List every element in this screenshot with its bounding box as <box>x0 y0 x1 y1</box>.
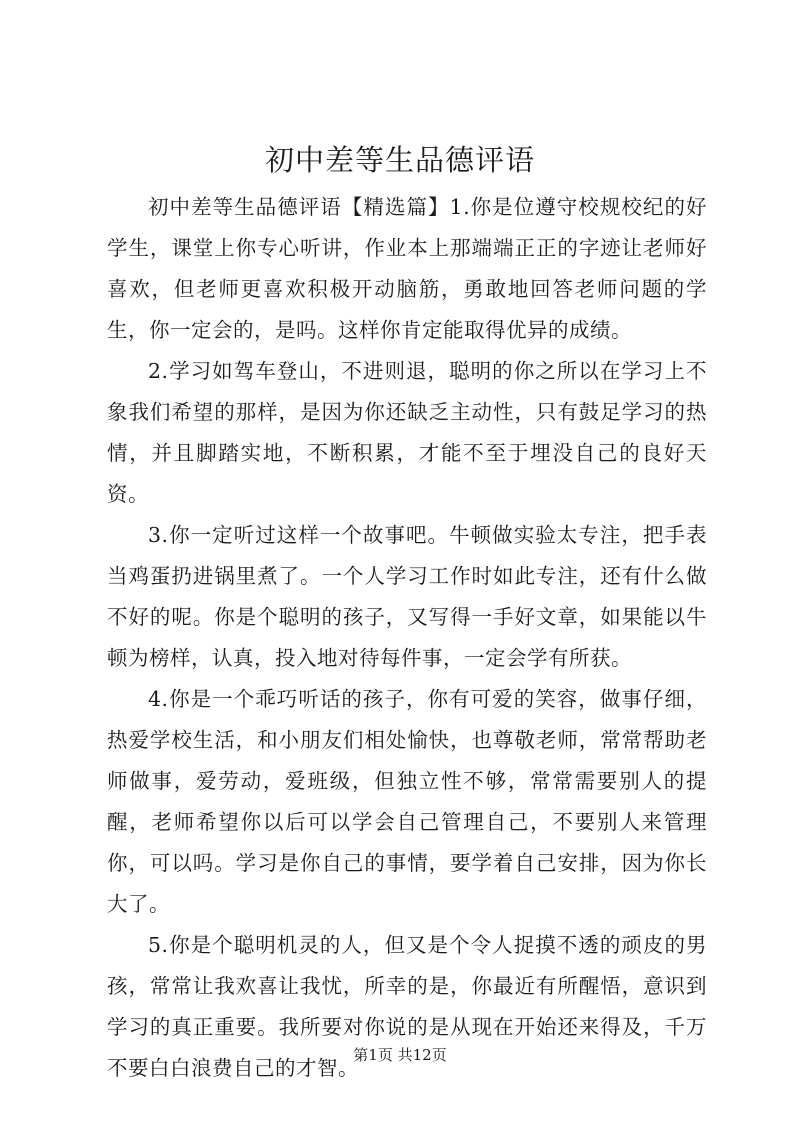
document-body <box>107 187 707 1089</box>
document-title: 初中差等生品德评语 <box>264 143 535 177</box>
paragraph-2: 2.学习如驾车登山，不进则退，聪明的你之所以在学习上不象我们希望的那样，是因为你还缺乏主动性，只有鼓足学习的热情，并且脚踏实地，不断积累，才能不至于埋没自己的良好天资。 <box>107 359 707 506</box>
paragraph-3: 3.你一定听过这样一个故事吧。牛顿做实验太专注，把手表当鸡蛋扔进锅里煮了。一个人学习工作时如此专注，还有什么做不好的呢。你是个聪明的孩子，又写得一手好文章，如果能以牛顿为榜样，认真，投入地对待每件事，一定会学有所获。 <box>107 523 707 670</box>
page-footer: 第1页 共12页 <box>353 1046 447 1064</box>
paragraph-1: 初中差等生品德评语【精选篇】1.你是位遵守校规校纪的好学生，课堂上你专心听讲，作业本上那端端正正的字迹让老师好喜欢，但老师更喜欢积极开动脑筋，勇敢地回答老师问题的学生，你一定会的，是吗。这样你肯定能取得优异的成绩。 <box>107 195 707 342</box>
paragraph-5: 5.你是个聪明机灵的人，但又是个令人捉摸不透的顽皮的男孩，常常让我欢喜让我忧，所幸的是，你最近有所醒悟，意识到学习的真正重要。我所要对你说的是从现在开始还来得及，千万不要白白浪费自己的才智。 <box>107 933 707 1080</box>
paragraph-4: 4.你是一个乖巧听话的孩子，你有可爱的笑容，做事仔细，热爱学校生活，和小朋友们相处愉快，也尊敬老师，常常帮助老师做事，爱劳动，爱班级，但独立性不够，常常需要别人的提醒，老师希望你以后可以学会自己管理自己，不要别人来管理你，可以吗。学习是你自己的事情，要学着自己安排，因为你长大了。 <box>107 687 707 916</box>
